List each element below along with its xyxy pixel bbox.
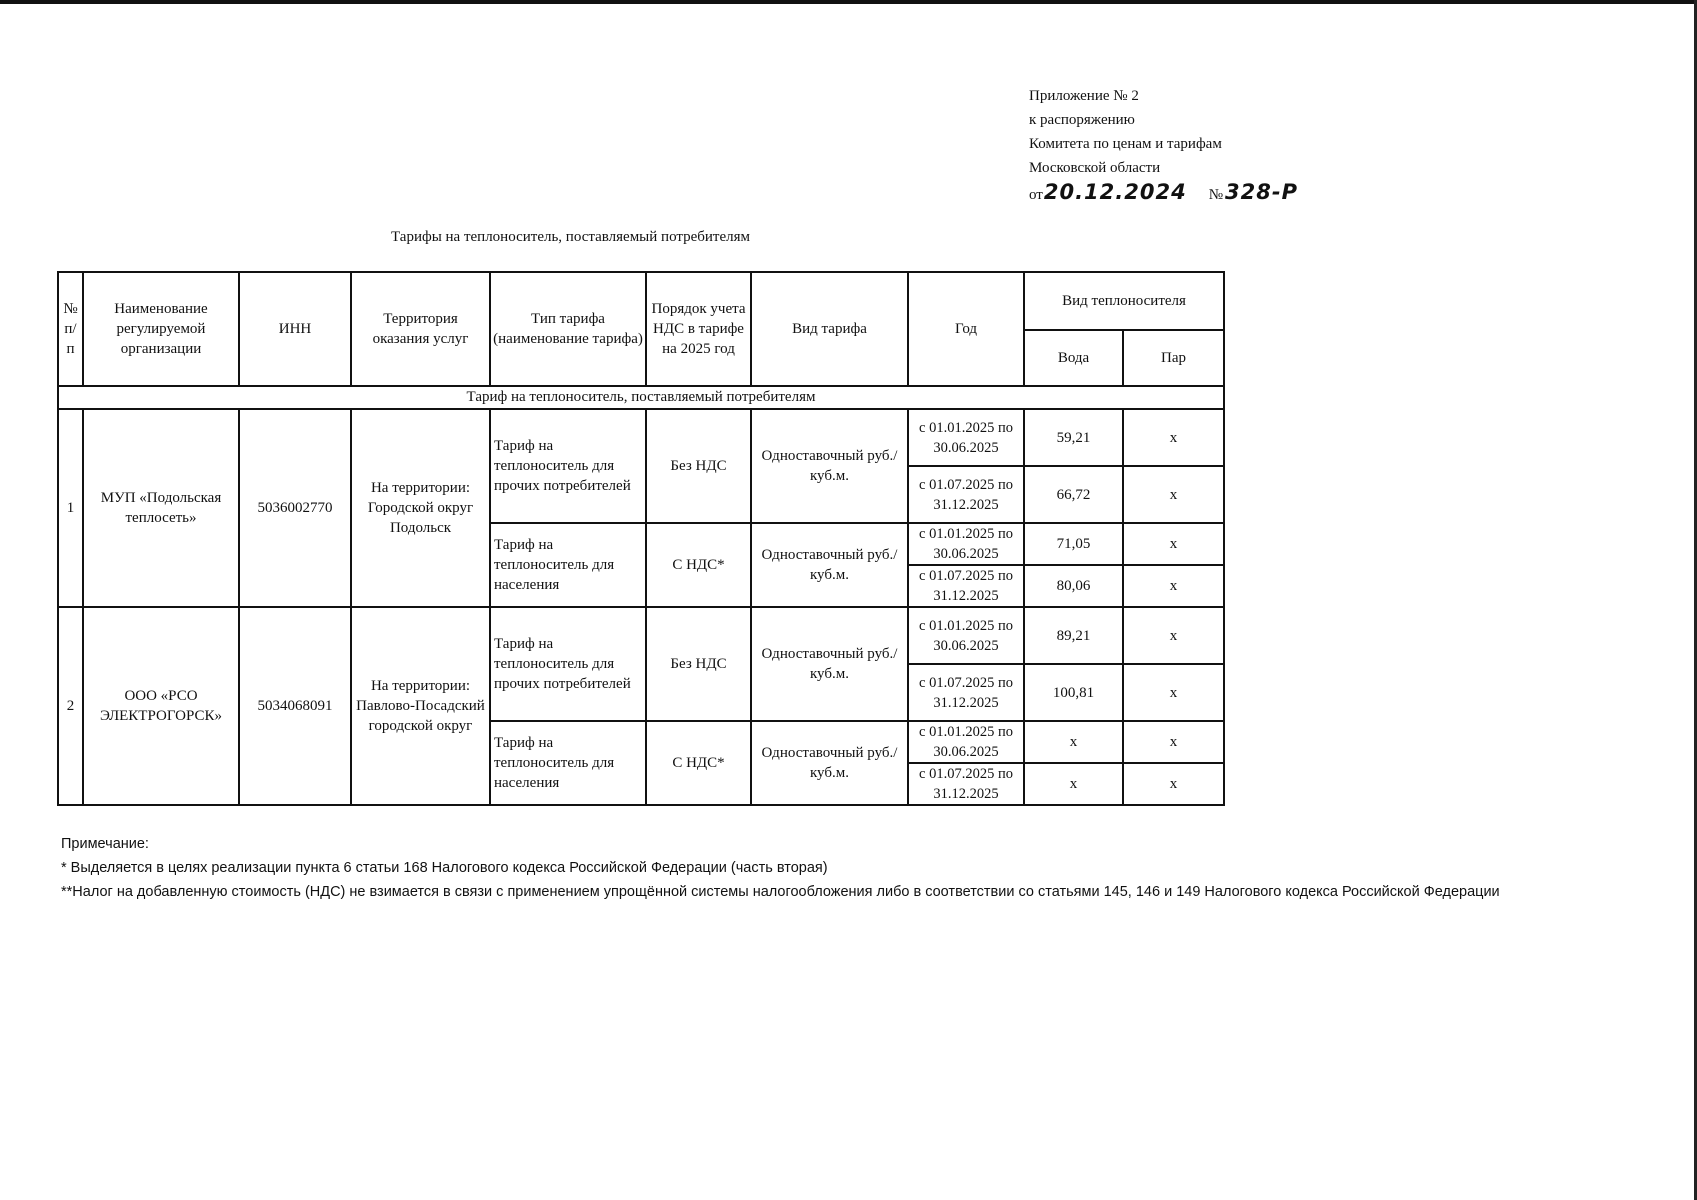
vat-mode: Без НДС [646,607,751,721]
tariff-type: Тариф на теплоноситель для населения [490,721,646,805]
steam-value: х [1123,523,1224,565]
header-row [58,272,1224,330]
tariff-kind: Одноставочный руб./куб.м. [751,721,908,805]
from-label: от [1029,187,1043,203]
table-row [58,607,1224,664]
number-label: № [1208,187,1224,203]
scan-edge-top [0,0,1697,4]
period: с 01.07.2025 по 31.12.2025 [908,664,1024,721]
notes-heading: Примечание: [61,836,149,852]
header-tariff-kind: Вид тарифа [751,272,908,386]
appendix-line-1: Приложение № 2 [1029,88,1139,104]
tariff-type: Тариф на теплоноситель для прочих потребителей [490,409,646,523]
period: с 01.07.2025 по 31.12.2025 [908,565,1024,607]
water-value: 89,21 [1024,607,1123,664]
org-name: ООО «РСО ЭЛЕКТРОГОРСК» [83,607,239,805]
table-row [58,409,1224,466]
org-num: 2 [58,607,83,805]
header-year: Год [908,272,1024,386]
note-2: **Налог на добавленную стоимость (НДС) не взимается в связи с применением упрощённой системы налогообложения либо в соответствии со статьями 145, 146 и 149 Налогового кодекса Российской Федерации [61,884,1500,900]
steam-value: х [1123,466,1224,523]
period: с 01.01.2025 по 30.06.2025 [908,523,1024,565]
steam-value: х [1123,409,1224,466]
section-row [58,386,1224,409]
water-value: х [1024,763,1123,805]
tariff-kind: Одноставочный руб./куб.м. [751,409,908,523]
appendix-line-3: Комитета по ценам и тарифам [1029,136,1222,152]
vat-mode: С НДС* [646,721,751,805]
org-territory: На территории: Павлово-Посадский городской округ [351,607,490,805]
header-tariff-type: Тип тарифа (наименование тарифа) [490,272,646,386]
org-inn: 5034068091 [239,607,351,805]
section-title: Тариф на теплоноситель, поставляемый потребителям [58,386,1224,409]
header-carrier: Вид теплоносителя [1024,272,1224,330]
notes-block [61,832,1500,904]
org-name: МУП «Подольская теплосеть» [83,409,239,607]
appendix-line-4: Московской области [1029,160,1161,176]
tariff-kind: Одноставочный руб./куб.м. [751,523,908,607]
header-inn: ИНН [239,272,351,386]
header-water: Вода [1024,330,1123,386]
steam-value: х [1123,565,1224,607]
steam-value: х [1123,763,1224,805]
water-value: 100,81 [1024,664,1123,721]
period: с 01.01.2025 по 30.06.2025 [908,409,1024,466]
document-title: Тарифы на теплоноситель, поставляемый потребителям [391,229,751,245]
water-value: 71,05 [1024,523,1123,565]
header-steam: Пар [1123,330,1224,386]
header-territory: Территория оказания услуг [351,272,490,386]
tariff-table [57,271,1225,806]
order-number: 328-Р [1225,180,1298,204]
org-inn: 5036002770 [239,409,351,607]
order-date: 20.12.2024 [1043,180,1187,204]
water-value: 66,72 [1024,466,1123,523]
appendix-block [1029,84,1298,207]
vat-mode: Без НДС [646,409,751,523]
water-value: х [1024,721,1123,763]
steam-value: х [1123,664,1224,721]
tariff-type: Тариф на теплоноситель для прочих потребителей [490,607,646,721]
header-num: № п/п [58,272,83,386]
tariff-type: Тариф на теплоноситель для населения [490,523,646,607]
period: с 01.07.2025 по 31.12.2025 [908,466,1024,523]
header-vat: Порядок учета НДС в тарифе на 2025 год [646,272,751,386]
header-org: Наименование регулируемой организации [83,272,239,386]
water-value: 80,06 [1024,565,1123,607]
org-territory: На территории: Городской округ Подольск [351,409,490,607]
order-reference [1029,180,1298,207]
note-1: * Выделяется в целях реализации пункта 6 статьи 168 Налогового кодекса Российской Федерации (часть вторая) [61,860,828,876]
water-value: 59,21 [1024,409,1123,466]
vat-mode: С НДС* [646,523,751,607]
org-num: 1 [58,409,83,607]
period: с 01.01.2025 по 30.06.2025 [908,721,1024,763]
steam-value: х [1123,607,1224,664]
tariff-kind: Одноставочный руб./куб.м. [751,607,908,721]
period: с 01.07.2025 по 31.12.2025 [908,763,1024,805]
appendix-line-2: к распоряжению [1029,112,1135,128]
period: с 01.01.2025 по 30.06.2025 [908,607,1024,664]
steam-value: х [1123,721,1224,763]
